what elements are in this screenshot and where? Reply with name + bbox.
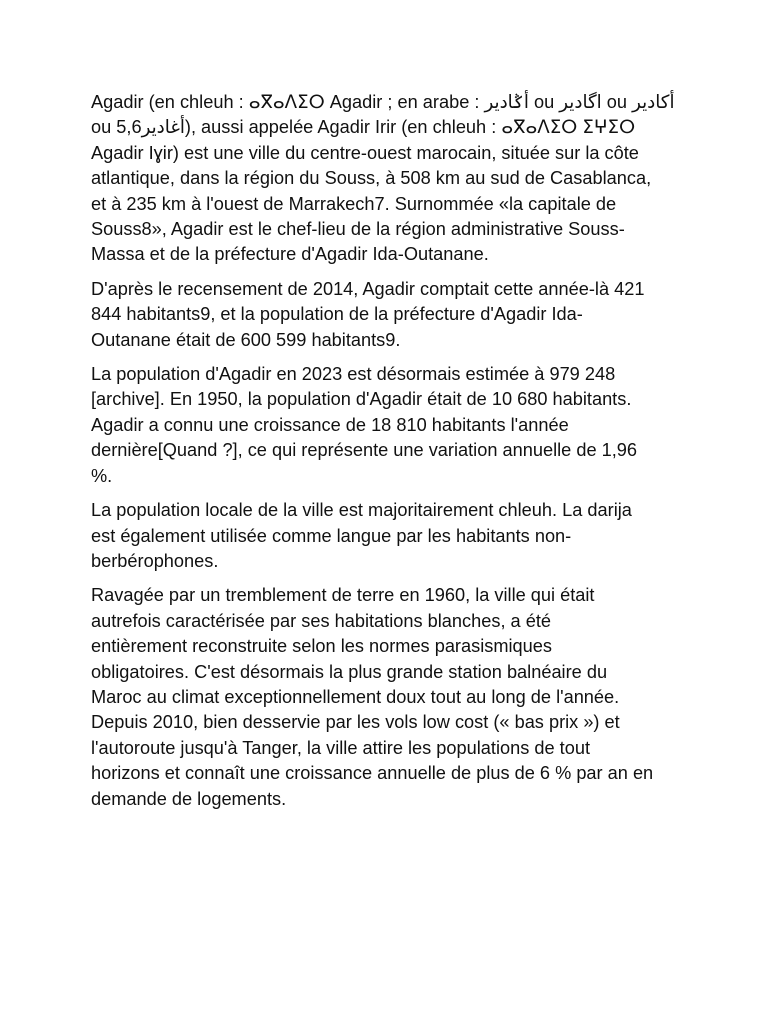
text-line: ou 5,6أغادير), aussi appelée Agadir Irir (en chleuh : ⴰⴳⴰⴷⵉⵔ ⵉⵖⵉⵔ — [91, 117, 636, 138]
text-line: l'autoroute jusqu'à Tanger, la ville attire les populations de tout — [91, 737, 591, 758]
text-line: demande de logements. — [91, 788, 287, 809]
text-line: Agadir Iɣir) est une ville du centre-ouest marocain, située sur la côte — [91, 142, 639, 163]
text-line: [archive]. En 1950, la population d'Agadir était de 10 680 habitants. — [91, 389, 632, 410]
text-line: Souss8», Agadir est le chef-lieu de la région administrative Souss- — [91, 219, 625, 240]
paragraph-population-2023 — [91, 362, 681, 489]
text-line: Outanane était de 600 599 habitants9. — [91, 329, 401, 350]
text-line: Depuis 2010, bien desservie par les vols low cost (« bas prix ») et — [91, 712, 620, 733]
text-line: dernière[Quand ?], ce qui représente une variation annuelle de 1,96 — [91, 440, 638, 461]
text-line: La population locale de la ville est majoritairement chleuh. La darija — [91, 500, 632, 521]
paragraph-local-language — [91, 498, 681, 574]
text-line: berbérophones. — [91, 550, 219, 571]
text-line: %. — [91, 465, 113, 486]
paragraph-census-2014 — [91, 277, 681, 353]
text-line: Ravagée par un tremblement de terre en 1960, la ville qui était — [91, 585, 595, 606]
text-line: atlantique, dans la région du Souss, à 508 km au sud de Casablanca, — [91, 168, 652, 189]
text-line: Maroc au climat exceptionnellement doux tout au long de l'année. — [91, 686, 620, 707]
text-line: 844 habitants9, et la population de la préfecture d'Agadir Ida- — [91, 304, 583, 325]
text-line: est également utilisée comme langue par les habitants non- — [91, 525, 572, 546]
text-line: Agadir (en chleuh : ⴰⴳⴰⴷⵉⵔ Agadir ; en arabe : أݣادير ou اگادير ou أكادير — [91, 92, 675, 112]
text-line: La population d'Agadir en 2023 est désormais estimée à 979 248 — [91, 364, 616, 385]
paragraph-earthquake-history — [91, 583, 681, 812]
paragraph-agadir-intro — [91, 90, 681, 268]
text-line: et à 235 km à l'ouest de Marrakech7. Surnommée «la capitale de — [91, 193, 617, 214]
text-line: Agadir a connu une croissance de 18 810 habitants l'année — [91, 414, 569, 435]
text-line: D'après le recensement de 2014, Agadir comptait cette année-là 421 — [91, 278, 645, 299]
document-body — [91, 90, 681, 821]
text-line: entièrement reconstruite selon les normes parasismiques — [91, 636, 552, 657]
text-line: horizons et connaît une croissance annuelle de plus de 6 % par an en — [91, 763, 654, 784]
text-line: obligatoires. C'est désormais la plus grande station balnéaire du — [91, 661, 608, 682]
text-line: autrefois caractérisée par ses habitations blanches, a été — [91, 610, 552, 631]
text-line: Massa et de la préfecture d'Agadir Ida-Outanane. — [91, 244, 489, 265]
